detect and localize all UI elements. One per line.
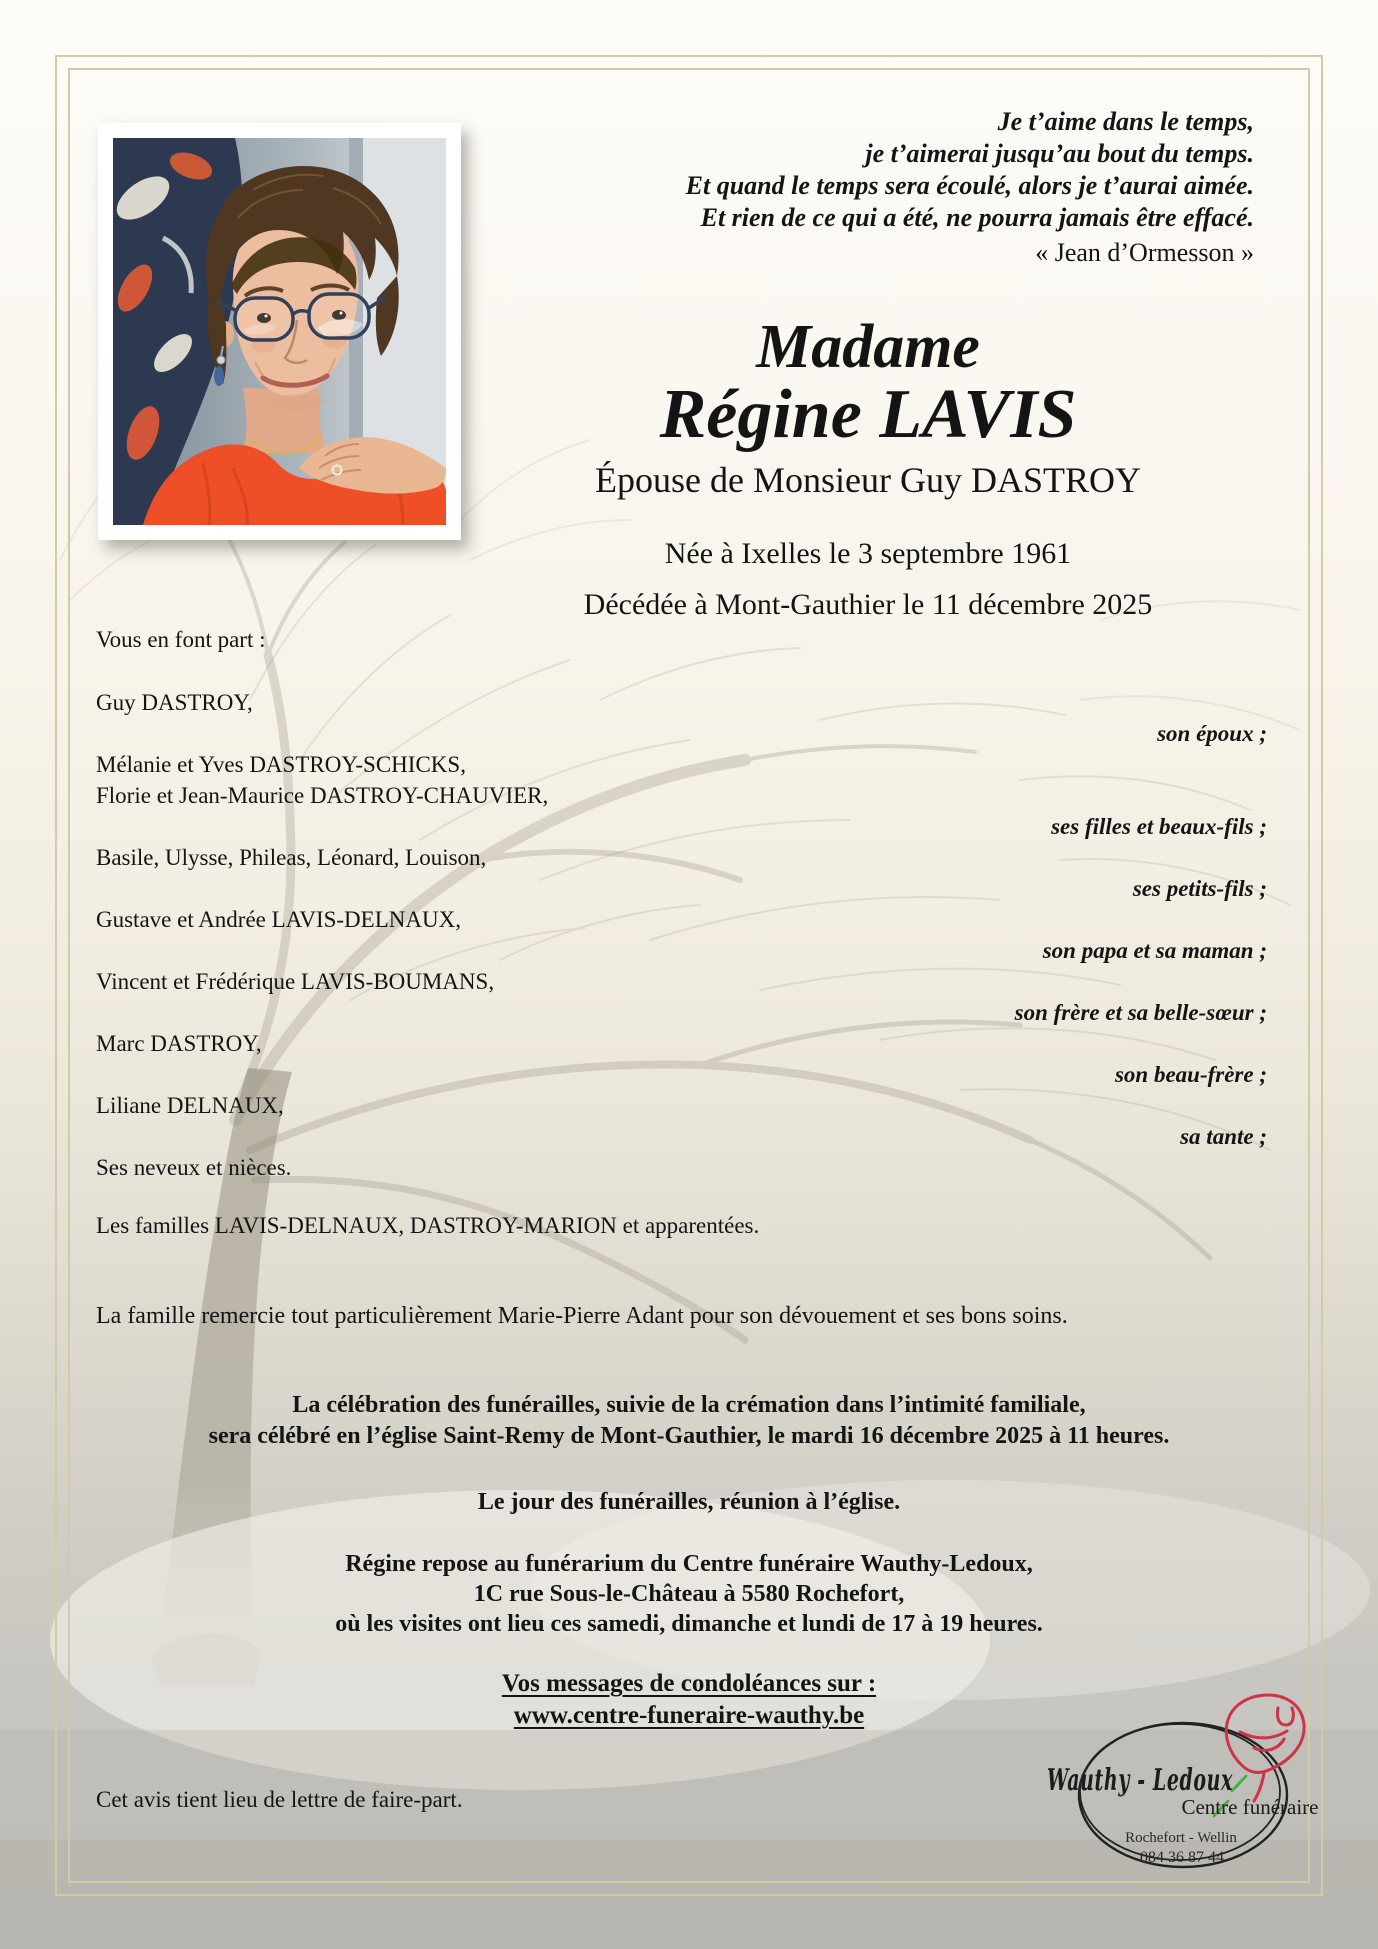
funeral-home-locations: Rochefort - Wellin	[1125, 1830, 1237, 1846]
announcement-intro: Vous en font part :	[96, 627, 266, 652]
faire-part-notice: Cet avis tient lieu de lettre de faire-part.	[96, 1787, 463, 1812]
relative-name: Marc DASTROY,	[96, 1031, 262, 1056]
relative-name: Mélanie et Yves DASTROY-SCHICKS,	[96, 752, 466, 777]
quote-line: Et rien de ce qui a été, ne pourra jamais être effacé.	[700, 203, 1254, 232]
relation-label: son beau-frère ;	[1114, 1062, 1267, 1087]
celebration-line: sera célébré en l’église Saint-Remy de Mont-Gauthier, le mardi 16 décembre 2025 à 11 heures.	[208, 1423, 1170, 1449]
relation-label: son frère et sa belle-sœur ;	[1014, 1000, 1267, 1025]
portrait-photo-frame	[98, 123, 461, 540]
relative-name: Vincent et Frédérique LAVIS-BOUMANS,	[96, 969, 495, 994]
relative-name: Basile, Ulysse, Phileas, Léonard, Louison,	[96, 845, 487, 870]
opening-quote	[474, 106, 1254, 268]
quote-line: Je t’aime dans le temps,	[997, 107, 1254, 136]
family-list	[96, 687, 1267, 1241]
quote-line: Et quand le temps sera écoulé, alors je t’aurai aimée.	[685, 171, 1254, 200]
death-line: Décédée à Mont-Gauthier le 11 décembre 2025	[583, 588, 1153, 621]
condolences-website: www.centre-funeraire-wauthy.be	[513, 1702, 865, 1729]
deceased-name: Régine LAVIS	[659, 376, 1077, 453]
funeral-home-name: Wauthy - Ledoux	[1047, 1763, 1234, 1798]
relation-label: son papa et sa maman ;	[1042, 938, 1267, 963]
birth-line: Née à Ixelles le 3 septembre 1961	[664, 537, 1072, 570]
repose-details	[84, 1549, 1294, 1639]
celebration-line: La célébration des funérailles, suivie de la crémation dans l’intimité familiale,	[292, 1392, 1086, 1418]
relative-name: Ses neveux et nièces.	[96, 1155, 292, 1180]
quote-attribution: « Jean d’Ormesson »	[1035, 238, 1254, 267]
repose-line: 1C rue Sous-le-Château à 5580 Rochefort,	[473, 1581, 905, 1607]
relative-name: Florie et Jean-Maurice DASTROY-CHAUVIER,	[96, 783, 549, 808]
relative-name: Guy DASTROY,	[96, 690, 253, 715]
relative-name: Liliane DELNAUX,	[96, 1093, 284, 1118]
relation-label: sa tante ;	[1180, 1124, 1267, 1149]
related-families-line: Les familles LAVIS-DELNAUX, DASTROY-MARION et apparentées.	[96, 1213, 760, 1238]
condolences-label: Vos messages de condoléances sur :	[501, 1670, 877, 1697]
deceased-header	[456, 314, 1280, 502]
portrait-photo	[113, 138, 446, 525]
relation-label: ses petits-fils ;	[1132, 876, 1267, 901]
meeting-line: Le jour des funérailles, réunion à l’église.	[477, 1489, 901, 1515]
quote-line: je t’aimerai jusqu’au bout du temps.	[865, 139, 1254, 168]
repose-line: où les visites ont lieu ces samedi, dimanche et lundi de 17 à 19 heures.	[335, 1611, 1043, 1637]
funeral-home-type: Centre funéraire	[1181, 1795, 1319, 1819]
repose-line: Régine repose au funérarium du Centre funéraire Wauthy-Ledoux,	[345, 1551, 1033, 1577]
relation-label: son époux ;	[1157, 721, 1267, 746]
relation-label: ses filles et beaux-fils ;	[1051, 814, 1267, 839]
civility-title: Madame	[756, 313, 980, 381]
funeral-home-logo	[1040, 1690, 1340, 1905]
thanks-line: La famille remercie tout particulièrement Marie-Pierre Adant pour son dévouement et ses bons soins.	[96, 1303, 1068, 1329]
funeral-home-phone: 084 36 87 44	[1140, 1849, 1224, 1866]
relative-name: Gustave et Andrée LAVIS-DELNAUX,	[96, 907, 461, 932]
birth-death-dates	[456, 528, 1280, 630]
celebration-details	[84, 1390, 1294, 1452]
spouse-line: Épouse de Monsieur Guy DASTROY	[595, 460, 1141, 500]
